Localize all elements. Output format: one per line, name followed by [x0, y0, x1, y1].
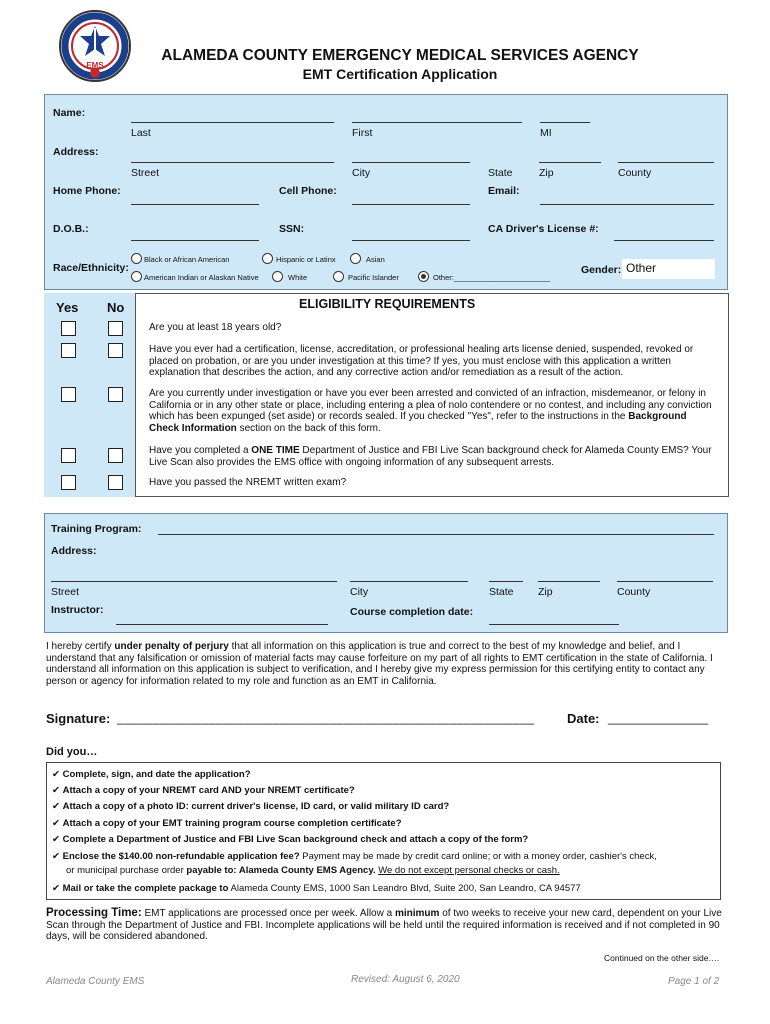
- completion-date-label: Course completion date:: [350, 606, 474, 618]
- date-label: Date:: [567, 711, 600, 726]
- question-nremt: Have you passed the NREMT written exam?: [149, 477, 347, 488]
- license-field[interactable]: [614, 240, 714, 241]
- address-label: Address:: [53, 146, 99, 158]
- eligibility-title: ELIGIBILITY REQUIREMENTS: [299, 297, 476, 311]
- fee-line2a: or municipal purchase order: [66, 865, 184, 876]
- race-radio-other[interactable]: [418, 271, 429, 282]
- race-option-asian: Asian: [366, 255, 385, 264]
- home-phone-field[interactable]: [131, 204, 259, 205]
- q4-no-checkbox[interactable]: [108, 448, 123, 463]
- checklist-text: Complete, sign, and date the application?: [62, 769, 251, 780]
- q4-text-2: Department of Justice and FBI Live Scan background check for Alameda County EMS? Your Live Scan also provides the EMS office with ongoing information of any subsequent arrests.: [149, 445, 712, 468]
- q1-yes-checkbox[interactable]: [61, 321, 76, 336]
- training-county-field[interactable]: [617, 581, 713, 582]
- checklist-item: ✔ Attach a copy of a photo ID: current driver's license, ID card, or valid military ID card?: [52, 801, 450, 812]
- q3-text-2: section on the back of this form.: [239, 422, 381, 434]
- fee-no-checks: We do not except personal checks or cash.: [378, 865, 560, 876]
- race-radio-hispanic[interactable]: [262, 253, 273, 264]
- race-option-white: White: [288, 273, 308, 282]
- last-name-field[interactable]: [131, 122, 334, 123]
- training-county-caption: County: [617, 586, 651, 598]
- fee-payable: payable to: Alameda County EMS Agency.: [186, 865, 376, 876]
- fee-bold: Enclose the $140.00 non-refundable application fee?: [62, 851, 300, 862]
- training-city-caption: City: [350, 586, 369, 598]
- training-state-caption: State: [489, 586, 514, 598]
- training-city-field[interactable]: [350, 581, 468, 582]
- continued-note: Continued on the other side….: [604, 953, 720, 963]
- question-age: Are you at least 18 years old?: [149, 322, 282, 333]
- training-state-field[interactable]: [489, 581, 523, 582]
- q3-bold: Background Check Information: [149, 411, 687, 434]
- checklist-item: ✔ Attach a copy of your NREMT card AND your NREMT certificate?: [52, 785, 355, 796]
- checklist-item: ✔ Complete, sign, and date the application?: [52, 769, 251, 780]
- race-radio-native[interactable]: [131, 271, 142, 282]
- mail-text: Alameda County EMS, 1000 San Leandro Blvd, Suite 200, San Leandro, CA 94577: [230, 883, 581, 894]
- training-zip-caption: Zip: [538, 586, 553, 598]
- checklist-text: Attach a copy of a photo ID: current driver's license, ID card, or valid military ID card?: [62, 801, 450, 812]
- form-subtitle: EMT Certification Application: [302, 66, 498, 82]
- q2-no-checkbox[interactable]: [108, 343, 123, 358]
- q4-yes-checkbox[interactable]: [61, 448, 76, 463]
- dob-field[interactable]: [131, 240, 259, 241]
- certify-text-2: that all information on this application is true and correct to the best of my knowledge and belief, and I understand that any falsification or omission of material facts may cause forfeiture on my part of all rights to EMT certification in the state of California. I understand all information on this application is subject to verification, and I hereby give my express permission for this certifying entity to contact any person or agency for information related to my role and function as an EMT in California.: [46, 641, 713, 687]
- race-option-hispanic: Hispanic or Latinx: [276, 255, 336, 264]
- street-field[interactable]: [131, 162, 334, 163]
- county-caption: County: [618, 167, 652, 179]
- instructor-label: Instructor:: [51, 604, 104, 616]
- checklist-text: Attach a copy of your EMT training program course completion certificate?: [62, 818, 402, 829]
- training-street-caption: Street: [51, 586, 80, 598]
- certify-bold: under penalty of perjury: [114, 641, 229, 652]
- checklist-item-mail: ✔ Mail or take the complete package to Alameda County EMS, 1000 San Leandro Blvd, Suite 200, San Leandro, CA 94577: [52, 883, 581, 894]
- question-license: Have you ever had a certification, license, accreditation, or professional healing arts license denied, suspended, revoked or placed on probation, or are you under investigation at this time? If yes, you must enclose with this application a written explanation that describes the action, and any corrective action and/or remediation as a result of the action.: [149, 344, 694, 378]
- last-caption: Last: [131, 127, 151, 139]
- home-phone-label: Home Phone:: [53, 185, 121, 197]
- city-caption: City: [352, 167, 371, 179]
- training-program-label: Training Program:: [51, 523, 142, 535]
- race-option-pacific: Pacific Islander: [348, 273, 399, 282]
- checklist-item: ✔ Attach a copy of your EMT training program course completion certificate?: [52, 818, 402, 829]
- instructor-field[interactable]: [116, 624, 328, 625]
- q4-bold: ONE TIME: [251, 445, 300, 456]
- mi-field[interactable]: [540, 122, 590, 123]
- question-livescan: [149, 445, 719, 468]
- logo-text: EMS: [86, 61, 104, 70]
- mail-bold: Mail or take the complete package to: [62, 883, 229, 894]
- first-caption: First: [352, 127, 373, 139]
- training-zip-field[interactable]: [538, 581, 600, 582]
- q4-text-1: Have you completed a: [149, 445, 249, 456]
- ssn-field[interactable]: [352, 240, 470, 241]
- footer-revised: Revised: August 6, 2020: [351, 974, 460, 985]
- training-street-field[interactable]: [51, 581, 337, 582]
- processing-label: Processing Time:: [46, 907, 142, 919]
- race-radio-asian[interactable]: [350, 253, 361, 264]
- zip-field[interactable]: [539, 162, 601, 163]
- email-field[interactable]: [540, 204, 714, 205]
- cell-phone-field[interactable]: [352, 204, 470, 205]
- ssn-label: SSN:: [279, 223, 305, 235]
- county-field[interactable]: [618, 162, 714, 163]
- q5-no-checkbox[interactable]: [108, 475, 123, 490]
- mi-caption: MI: [540, 127, 552, 139]
- training-program-field[interactable]: [158, 534, 714, 535]
- race-option-black: Black or African American: [144, 255, 230, 264]
- city-field[interactable]: [352, 162, 470, 163]
- race-option-native: American Indian or Alaskan Native: [144, 273, 259, 282]
- footer-agency: Alameda County EMS: [46, 976, 145, 987]
- yes-header: Yes: [56, 300, 79, 315]
- processing-text-2: of two weeks to receive your new card, dependent on your Live Scan through the Department of Justice and FBI. Incomplete applications will be held until the required information is received and if not completed in 90 days, will be considered abandoned.: [46, 908, 722, 942]
- race-radio-pacific[interactable]: [333, 271, 344, 282]
- race-radio-black[interactable]: [131, 253, 142, 264]
- dob-label: D.O.B.:: [53, 223, 89, 235]
- q3-text-1: Are you currently under investigation or have you ever been arrested and convicted of an infraction, misdemeanor, or felony in California or in any other state or place, including entering a plea of nolo contendere or no contest, and including any conviction which has been expunged (set aside) or records sealed. If you checked "Yes", refer to the instructions in the: [149, 388, 712, 422]
- email-label: Email:: [488, 185, 520, 197]
- certification-statement: [46, 641, 721, 687]
- q2-yes-checkbox[interactable]: [61, 343, 76, 358]
- license-label: CA Driver's License #:: [488, 223, 599, 235]
- cell-phone-label: Cell Phone:: [279, 185, 337, 197]
- footer-page: Page 1 of 2: [668, 976, 720, 987]
- street-caption: Street: [131, 167, 160, 179]
- checklist-title: Did you…: [46, 746, 98, 758]
- date-field[interactable]: _______________: [608, 711, 709, 725]
- agency-title: ALAMEDA COUNTY EMERGENCY MEDICAL SERVICES AGENCY: [161, 47, 639, 64]
- q5-yes-checkbox[interactable]: [61, 475, 76, 490]
- checklist-item-fee: ✔ Enclose the $140.00 non-refundable application fee? Payment may be made by credit card online; or with a money order, cashier's check,: [52, 851, 657, 862]
- gender-input[interactable]: Other: [622, 259, 715, 279]
- processing-text-1: EMT applications are processed once per week. Allow a: [144, 908, 393, 919]
- no-header: No: [107, 300, 125, 315]
- checklist-text: Complete a Department of Justice and FBI Live Scan background check and attach a copy of the form?: [62, 834, 529, 845]
- gender-label: Gender:: [581, 264, 622, 276]
- certify-text-1: I hereby certify: [46, 641, 112, 652]
- fee-text: Payment may be made by credit card online; or with a money order, cashier's check,: [302, 851, 657, 862]
- name-label: Name:: [53, 107, 86, 119]
- q3-no-checkbox[interactable]: [108, 387, 123, 402]
- checklist-text: Attach a copy of your NREMT card AND your NREMT certificate?: [62, 785, 355, 796]
- race-label: Race/Ethnicity:: [53, 262, 129, 274]
- question-investigation: [149, 388, 719, 434]
- processing-bold: minimum: [394, 908, 440, 919]
- processing-time: [46, 908, 726, 943]
- q1-no-checkbox[interactable]: [108, 321, 123, 336]
- training-address-label: Address:: [51, 545, 97, 557]
- checklist-box: [46, 762, 721, 900]
- state-caption: State: [488, 167, 513, 179]
- completion-date-field[interactable]: [489, 624, 619, 625]
- q3-yes-checkbox[interactable]: [61, 387, 76, 402]
- race-radio-white[interactable]: [272, 271, 283, 282]
- signature-label: Signature:: [46, 711, 111, 726]
- checklist-item: ✔ Complete a Department of Justice and FBI Live Scan background check and attach a copy of the form?: [52, 834, 529, 845]
- signature-field[interactable]: ___________________________________________________________: [117, 711, 535, 725]
- zip-caption: Zip: [539, 167, 554, 179]
- checklist-item-fee-line2: [66, 865, 560, 876]
- race-option-other: Other:_______________________: [433, 273, 550, 282]
- first-name-field[interactable]: [352, 122, 522, 123]
